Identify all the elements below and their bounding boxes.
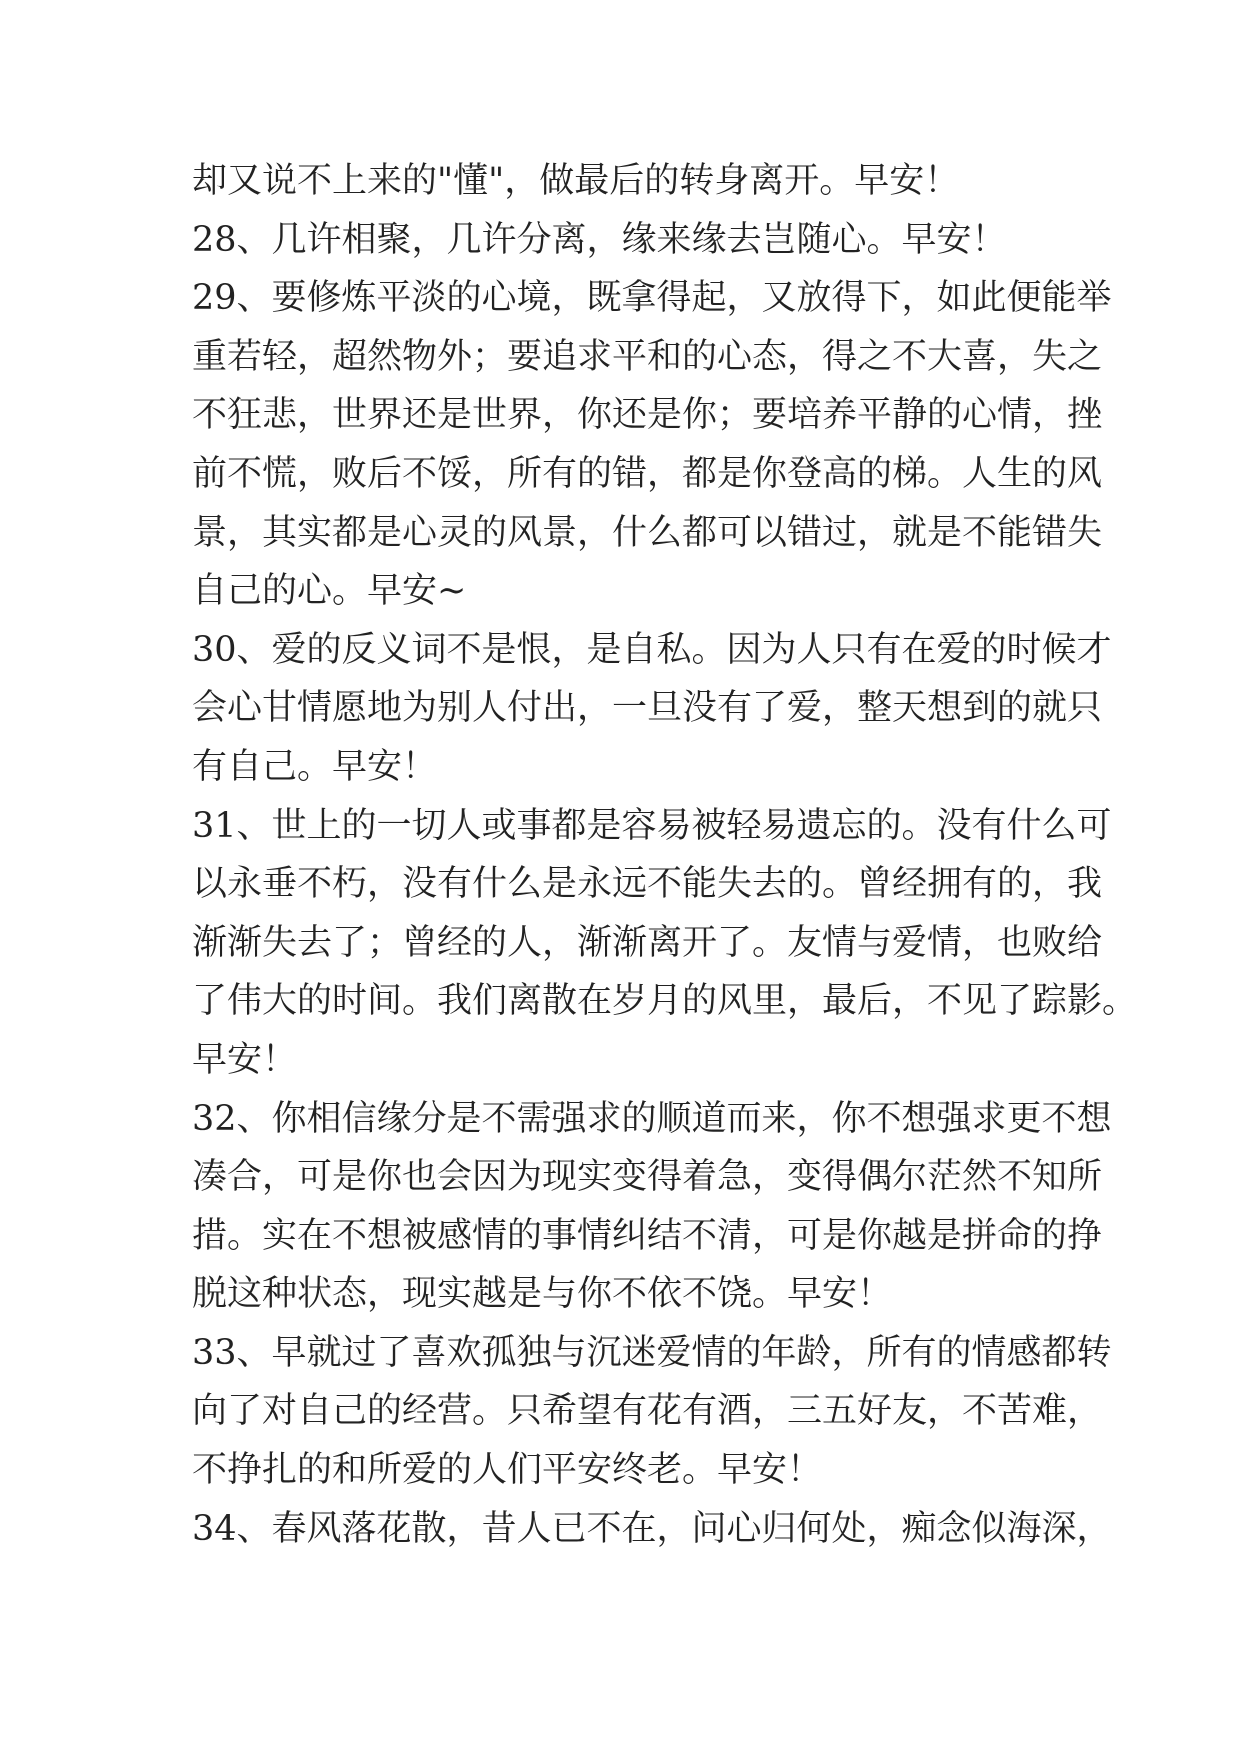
body-text [192,152,1138,1558]
text-line: 28、几许相聚，几许分离，缘来缘去岂随心。早安！ [192,219,1007,260]
text-line: 措。实在不想被感情的事情纠结不清，可是你越是拼命的挣 [192,1215,1103,1256]
text-line: 自己的心。早安~ [192,571,467,612]
text-line: 有自己。早安！ [192,746,438,787]
text-line: 不狂悲，世界还是世界，你还是你；要培养平静的心情，挫 [192,395,1103,436]
text-line: 凑合，可是你也会因为现实变得着急，变得偶尔茫然不知所 [192,1157,1103,1198]
text-line: 33、早就过了喜欢孤独与沉迷爱情的年龄，所有的情感都转 [192,1332,1112,1373]
text-line: 重若轻，超然物外；要追求平和的心态，得之不大喜，失之 [192,336,1103,377]
text-line: 却又说不上来的"懂"，做最后的转身离开。早安！ [192,161,960,201]
text-line: 早安！ [192,1039,298,1080]
text-line: 31、世上的一切人或事都是容易被轻易遗忘的。没有什么可 [192,805,1112,846]
text-line: 渐渐失去了；曾经的人，渐渐离开了。友情与爱情，也败给 [192,922,1103,963]
text-line: 以永垂不朽，没有什么是永远不能失去的。曾经拥有的，我 [192,864,1103,905]
text-line: 29、要修炼平淡的心境，既拿得起，又放得下，如此便能举 [192,278,1112,319]
text-line: 景，其实都是心灵的风景，什么都可以错过，就是不能错失 [192,512,1103,553]
text-line: 了伟大的时间。我们离散在岁月的风里，最后，不见了踪影。 [192,981,1138,1022]
text-line: 30、爱的反义词不是恨，是自私。因为人只有在爱的时候才 [192,629,1112,670]
text-line: 34、春风落花散，昔人已不在，问心归何处，痴念似海深， [192,1508,1112,1549]
text-line: 不挣扎的和所爱的人们平安终老。早安！ [192,1450,823,1491]
text-line: 向了对自己的经营。只希望有花有酒，三五好友，不苦难， [192,1391,1103,1432]
text-line: 32、你相信缘分是不需强求的顺道而来，你不想强求更不想 [192,1098,1112,1139]
text-line: 会心甘情愿地为别人付出，一旦没有了爱，整天想到的就只 [192,688,1103,729]
text-line: 前不慌，败后不馁，所有的错，都是你登高的梯。人生的风 [192,453,1103,494]
text-line: 脱这种状态，现实越是与你不依不饶。早安！ [192,1274,893,1315]
